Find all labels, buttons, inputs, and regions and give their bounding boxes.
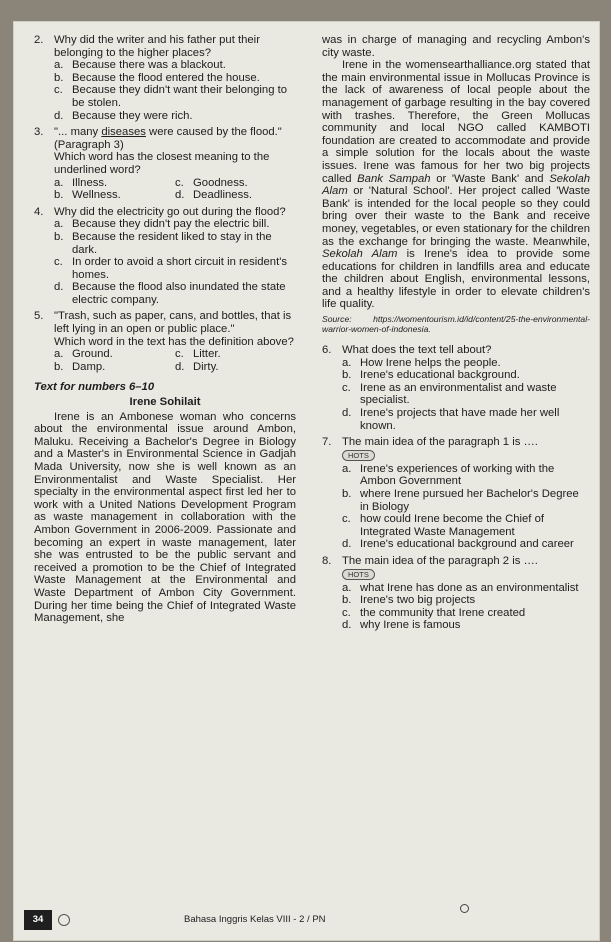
circle-icon — [58, 914, 70, 926]
question-3 — [34, 126, 296, 202]
question-number: 3. — [34, 126, 44, 139]
question-number: 5. — [34, 310, 44, 323]
option-a[interactable]: a. How Irene helps the people. — [342, 356, 501, 369]
question-quote: "Trash, such as paper, cans, and bottles, that is left lying in an open or public place." — [54, 310, 292, 336]
option-b[interactable]: b. Irene's educational background. — [342, 369, 520, 382]
question-quote: "... many diseases were caused by the flood." (Paragraph 3) — [54, 126, 282, 151]
question-text: The main idea of the paragraph 2 is …. — [342, 554, 538, 567]
option-d[interactable]: d. why Irene is famous — [342, 619, 461, 632]
question-text: What does the text tell about? — [342, 344, 492, 357]
option-a[interactable]: a. Illness. — [54, 176, 108, 189]
book-title: Bahasa Inggris Kelas VIII - 2 / PN — [184, 914, 326, 925]
question-4 — [34, 206, 296, 307]
question-number: 8. — [322, 554, 332, 567]
option-a[interactable]: a. Ground. — [54, 348, 113, 361]
option-a[interactable]: a. Because there was a blackout. — [54, 59, 226, 72]
question-text: Why did the writer and his father put their belonging to the higher places? — [54, 34, 260, 59]
option-d[interactable]: d. Dirty. — [175, 360, 219, 373]
option-c[interactable]: c. how could Irene become the Chief of Integrated Waste Management — [342, 513, 544, 538]
right-column — [322, 34, 590, 636]
option-d[interactable]: d. Because they were rich. — [54, 109, 193, 122]
option-d[interactable]: d. Deadliness. — [175, 189, 253, 202]
option-c[interactable]: c. Goodness. — [175, 176, 248, 189]
question-7 — [322, 436, 590, 551]
option-c[interactable]: c. Litter. — [175, 348, 221, 361]
question-number: 6. — [322, 344, 332, 357]
reading-text-title: Irene Sohilait — [129, 396, 201, 409]
option-c[interactable]: c. Because they didn't want their belonging to be stolen. — [54, 84, 288, 109]
question-6 — [322, 344, 590, 432]
hots-badge: HOTS — [342, 450, 375, 461]
option-b[interactable]: b. Because the flood entered the house. — [54, 71, 260, 84]
question-text: Why did the electricity go out during the flood? — [54, 205, 286, 218]
option-c[interactable]: c. Irene as an environmentalist and waste specialist. — [342, 381, 557, 407]
option-b[interactable]: b. Wellness. — [54, 189, 121, 202]
question-8 — [322, 555, 590, 632]
page-number: 34 — [24, 910, 52, 930]
question-text: Which word in the text has the definition above? — [54, 335, 294, 348]
source-citation: Source: https://womentourism.id/id/content/25-the-environmental-warrior-women-of-indonesia. — [322, 314, 590, 335]
underlined-word: diseases — [101, 126, 146, 139]
option-a[interactable]: a. Irene's experiences of working with the Ambon Government — [342, 462, 555, 488]
pin-icon — [460, 904, 469, 913]
left-column — [34, 34, 296, 625]
option-b[interactable]: b. where Irene pursued her Bachelor's Degree in Biology — [342, 488, 579, 513]
reading-text-heading: Text for numbers 6–10 — [34, 381, 155, 394]
paragraph-2: Irene in the womensearthalliance.org stated that the main environmental issue in Mollucas Province is the lack of awareness of local people about the management of garbage resulting in the bay covered with trashes. Therefore, the Green Mollucas community and local NGO called KAMBOTI foundation are created to accommodate and provide a simple solution for the locals about the waste issues. Irene was famous for her two big projects called Bank Sampah or 'Waste Bank' and Sekolah Alam or 'Natural School'. Her project called 'Waste Bank' is intended for the local people so they could bring over their waste to the Bank and receive money, vegetables, or even stationary for the children as the exchange for bringing the waste. Meanwhile, Sekolah Alam is Irene's idea to provide some educations for children in landfills area and educate the children about English, environmental lessons, and a healthy lifestyle in order to elevate children's life quality. — [322, 59, 591, 311]
paragraph-1-continued: was in charge of managing and recycling Ambon's city waste. — [322, 34, 590, 59]
option-d[interactable]: d. Because the flood also inundated the state electric company. — [54, 281, 286, 306]
question-number: 2. — [34, 34, 44, 46]
paragraph-1: Irene is an Ambonese woman who concerns about the environmental issue around Ambon, Maluku. Receiving a Bachelor's Degree in Biology and a Master's in Environmental Science in Gadjah Mada University, now she is well known as an Environmentalist and Waste Specialist. Her specialty in the environmental aspect first led her to work with a United Nations Development Program as waste management in collaboration with the Ambon Government in 2006-2009. Passionate and becoming an expert in waste management, later she was entrusted to be the public servant and received a promotion to be the Chief of Integrated Waste Management at the Environmental and Waste Department of Ambon City Government. During her time being the Chief of Integrated Waste Management, she — [34, 410, 296, 625]
option-d[interactable]: d. Irene's projects that have made her well known. — [342, 407, 560, 432]
option-b[interactable]: b. Damp. — [54, 360, 106, 373]
question-text: Which word has the closest meaning to the underlined word? — [54, 151, 270, 176]
option-d[interactable]: d. Irene's educational background and career — [342, 538, 574, 551]
option-c[interactable]: c. the community that Irene created — [342, 606, 526, 619]
option-c[interactable]: c. In order to avoid a short circuit in resident's homes. — [54, 256, 288, 281]
question-number: 4. — [34, 205, 44, 218]
question-5 — [34, 310, 296, 373]
question-number: 7. — [322, 436, 332, 449]
option-a[interactable]: a. Because they didn't pay the electric bill. — [54, 218, 270, 231]
hots-badge: HOTS — [342, 569, 375, 580]
option-b[interactable]: b. Because the resident liked to stay in the dark. — [54, 230, 272, 256]
question-2 — [34, 34, 296, 122]
option-a[interactable]: a. what Irene has done as an environmentalist — [342, 581, 579, 594]
option-b[interactable]: b. Irene's two big projects — [342, 594, 476, 607]
worksheet-page — [14, 22, 599, 940]
page-footer — [14, 910, 599, 930]
question-text: The main idea of the paragraph 1 is …. — [342, 436, 538, 449]
